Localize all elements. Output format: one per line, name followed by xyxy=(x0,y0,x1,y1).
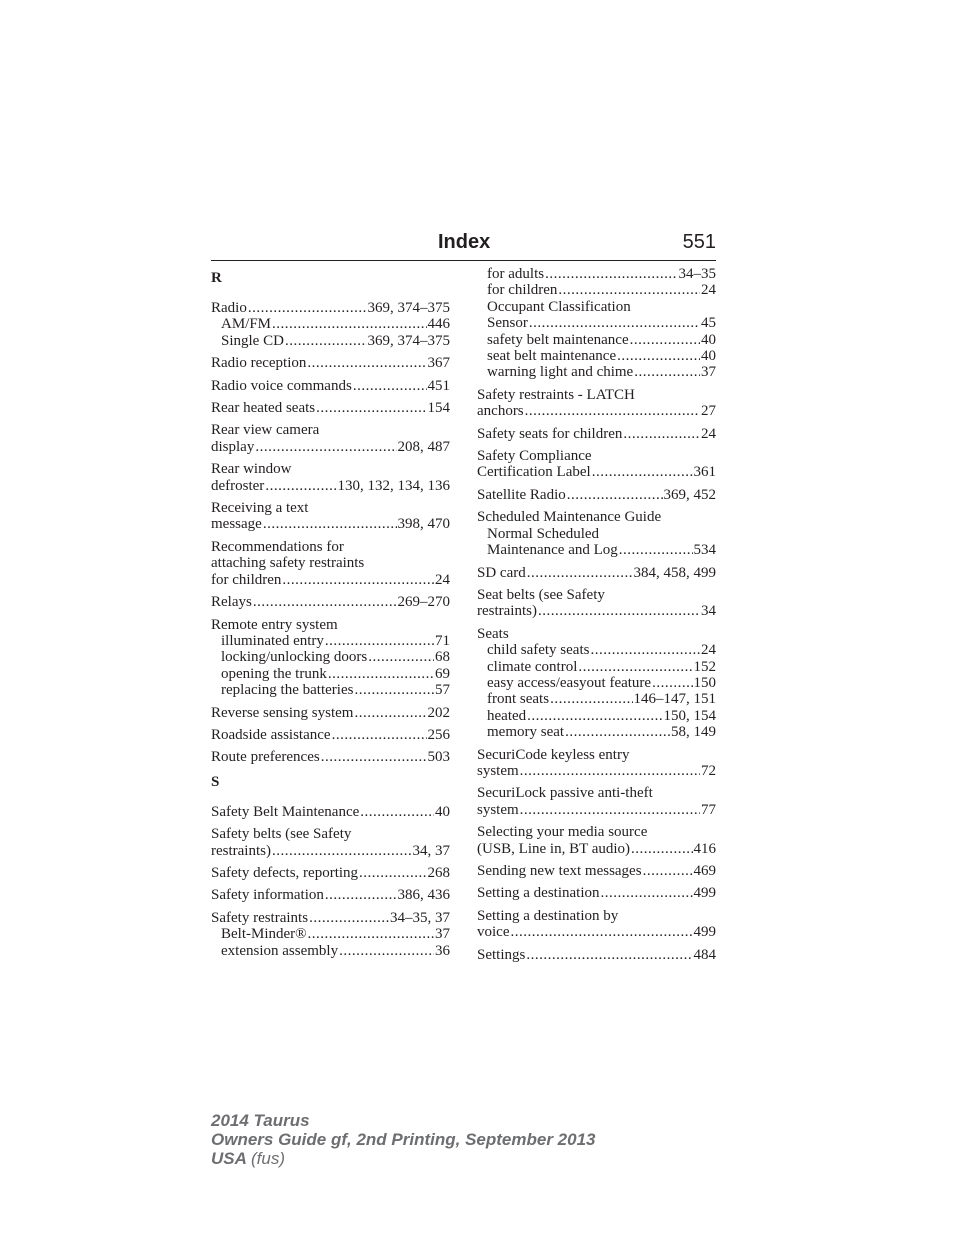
entry-term: Rear heated seats xyxy=(211,400,316,417)
entry-term: Scheduled Maintenance Guide xyxy=(477,509,662,526)
index-subentry-line xyxy=(477,542,716,558)
entry-page-ref: 386, 436 xyxy=(397,887,450,904)
index-entry xyxy=(211,500,450,533)
index-entry xyxy=(211,400,450,416)
entry-page-ref: 369, 374–375 xyxy=(367,300,450,316)
dot-leader xyxy=(525,403,700,419)
entry-term: child safety seats xyxy=(487,642,590,659)
index-entry xyxy=(477,387,716,420)
index-entry-line xyxy=(477,603,716,619)
entry-term: Radio voice commands xyxy=(211,377,352,394)
dot-leader xyxy=(578,659,692,675)
index-entry-line xyxy=(211,843,450,859)
index-subentry-line xyxy=(211,682,450,698)
entry-term: Settings xyxy=(477,946,526,963)
entry-term: opening the trunk xyxy=(221,665,327,682)
index-entry xyxy=(477,824,716,857)
dot-leader xyxy=(643,863,693,879)
index-subentry-line xyxy=(211,316,450,332)
index-entry xyxy=(477,266,716,381)
entry-term: Belt-Minder® xyxy=(221,926,307,943)
index-entry xyxy=(211,617,450,699)
entry-page-ref: 40 xyxy=(701,348,716,365)
entry-term: Safety seats for children xyxy=(477,425,623,442)
index-subentry-line xyxy=(477,299,716,315)
index-subentry-line xyxy=(477,282,716,298)
entry-page-ref: 37 xyxy=(435,926,450,943)
dot-leader xyxy=(623,426,700,442)
entry-term: voice xyxy=(477,924,510,941)
index-entry-line xyxy=(477,802,716,818)
entry-term: locking/unlocking doors xyxy=(221,649,368,666)
entry-page-ref: 34–35, 37 xyxy=(390,909,450,926)
entry-page-ref: 37 xyxy=(701,364,716,381)
dot-leader xyxy=(248,300,367,316)
entry-page-ref: 451 xyxy=(427,377,450,394)
entry-page-ref: 34–35 xyxy=(678,266,716,282)
entry-term: memory seat xyxy=(487,724,565,741)
entry-term: system xyxy=(477,762,519,779)
entry-page-ref: 24 xyxy=(701,642,716,659)
entry-page-ref: 534 xyxy=(693,542,716,559)
dot-leader xyxy=(619,542,693,558)
entry-term: Seat belts (see Safety xyxy=(477,586,605,603)
index-column-left xyxy=(211,266,450,965)
entry-term: Rear view camera xyxy=(211,422,320,439)
entry-page-ref: 24 xyxy=(701,425,716,442)
entry-term: Safety restraints xyxy=(211,909,309,926)
entry-term: anchors xyxy=(477,403,524,420)
index-entry xyxy=(477,747,716,780)
entry-term: for adults xyxy=(487,266,545,282)
entry-term: Roadside assistance xyxy=(211,726,331,743)
index-entry-line xyxy=(477,565,716,581)
entry-term: Occupant Classification xyxy=(487,298,631,315)
entry-page-ref: 446 xyxy=(427,316,450,333)
entry-page-ref: 36 xyxy=(435,942,450,959)
index-entry xyxy=(211,300,450,349)
entry-page-ref: 34 xyxy=(701,603,716,620)
entry-page-ref: 57 xyxy=(435,682,450,699)
entry-page-ref: 416 xyxy=(693,840,716,857)
index-subentry-line xyxy=(477,659,716,675)
index-entry-line xyxy=(211,500,450,516)
entry-page-ref: 146–147, 151 xyxy=(633,691,716,708)
entry-term: warning light and chime xyxy=(487,364,634,381)
dot-leader xyxy=(353,378,427,394)
dot-leader xyxy=(285,333,367,349)
entry-term: seat belt maintenance xyxy=(487,348,617,365)
index-entry-line xyxy=(477,464,716,480)
entry-term: SecuriCode keyless entry xyxy=(477,746,630,763)
entry-page-ref: 361 xyxy=(693,464,716,481)
index-entry-line xyxy=(211,804,450,820)
index-subentry-line xyxy=(477,691,716,707)
index-subentry-line xyxy=(211,943,450,959)
entry-page-ref: 71 xyxy=(435,632,450,649)
index-entry xyxy=(211,355,450,371)
index-entry xyxy=(211,887,450,903)
dot-leader xyxy=(634,364,700,380)
dot-leader xyxy=(592,464,693,480)
index-subentry-line xyxy=(477,315,716,331)
index-subentry-line xyxy=(477,708,716,724)
index-entry-line xyxy=(477,841,716,857)
page-title: Index xyxy=(438,231,491,253)
index-entry xyxy=(477,426,716,442)
dot-leader xyxy=(545,266,677,282)
entry-term: Satellite Radio xyxy=(477,486,566,503)
index-entry-line xyxy=(477,487,716,503)
entry-page-ref: 40 xyxy=(701,331,716,348)
index-entry xyxy=(211,594,450,610)
index-entry xyxy=(211,826,450,859)
entry-page-ref: 499 xyxy=(693,924,716,941)
entry-page-ref: 130, 132, 134, 136 xyxy=(337,477,450,494)
entry-term: AM/FM xyxy=(221,316,272,333)
index-entry xyxy=(477,509,716,558)
index-entry xyxy=(211,865,450,881)
dot-leader xyxy=(520,763,700,779)
index-entry xyxy=(211,910,450,959)
dot-leader xyxy=(630,332,700,348)
index-entry-line xyxy=(211,910,450,926)
dot-leader xyxy=(360,804,434,820)
index-entry-line xyxy=(211,461,450,477)
index-entry xyxy=(211,804,450,820)
entry-page-ref: 208, 487 xyxy=(397,438,450,455)
entry-term: system xyxy=(477,801,519,818)
entry-page-ref: 269–270 xyxy=(397,594,450,611)
index-entry xyxy=(211,749,450,765)
entry-term: Reverse sensing system xyxy=(211,704,354,721)
index-entry xyxy=(477,626,716,741)
entry-page-ref: 27 xyxy=(701,403,716,420)
entry-page-ref: 72 xyxy=(701,762,716,779)
entry-term: Normal Scheduled xyxy=(487,525,600,542)
index-entry-line xyxy=(211,400,450,416)
footer-edition: Owners Guide gf, 2nd Printing, September 2013 xyxy=(211,1130,596,1149)
index-entry xyxy=(477,863,716,879)
index-entry-line xyxy=(477,824,716,840)
index-entry-line xyxy=(211,887,450,903)
footer-region xyxy=(211,1149,595,1168)
entry-term: heated xyxy=(487,707,527,724)
entry-term: restraints) xyxy=(477,603,537,620)
entry-term: illuminated entry xyxy=(221,632,324,649)
index-subentry-line xyxy=(211,333,450,349)
index-subentry-line xyxy=(211,633,450,649)
index-entry-line xyxy=(477,448,716,464)
entry-page-ref: 367 xyxy=(427,355,450,372)
dot-leader xyxy=(307,355,426,371)
entry-page-ref: 484 xyxy=(693,946,716,963)
entry-term: attaching safety restraints xyxy=(211,555,365,572)
entry-page-ref: 150, 154 xyxy=(663,707,716,724)
dot-leader xyxy=(527,708,662,724)
index-subentry-line xyxy=(477,332,716,348)
index-entry xyxy=(477,785,716,818)
entry-page-ref: 154 xyxy=(427,400,450,417)
index-entry-line xyxy=(477,885,716,901)
entry-term: easy access/easyout feature xyxy=(487,674,652,691)
entry-term: safety belt maintenance xyxy=(487,331,629,348)
footer-model: 2014 Taurus xyxy=(211,1111,310,1130)
dot-leader xyxy=(526,947,692,963)
entry-term: Selecting your media source xyxy=(477,824,648,841)
entry-page-ref: 369, 374–375 xyxy=(367,332,450,349)
index-entry-line xyxy=(477,509,716,525)
index-entry-line xyxy=(477,747,716,763)
entry-term: front seats xyxy=(487,691,550,708)
dot-leader xyxy=(565,724,670,740)
index-entry xyxy=(477,908,716,941)
index-entry xyxy=(211,539,450,588)
index-entry-line xyxy=(477,908,716,924)
index-entry-line xyxy=(211,749,450,765)
index-entry xyxy=(477,947,716,963)
entry-term: Sensor xyxy=(487,315,528,332)
index-subentry-line xyxy=(477,642,716,658)
entry-page-ref: 68 xyxy=(435,649,450,666)
index-subentry-line xyxy=(211,926,450,942)
dot-leader xyxy=(600,885,692,901)
footer-region-main: USA xyxy=(211,1149,247,1168)
index-entry xyxy=(211,705,450,721)
index-entry xyxy=(211,461,450,494)
entry-page-ref: 384, 458, 499 xyxy=(633,564,716,581)
index-entry-line xyxy=(477,387,716,403)
entry-term: display xyxy=(211,438,255,455)
entry-term: Remote entry system xyxy=(211,616,338,633)
entry-page-ref: 34, 37 xyxy=(412,842,450,859)
entry-page-ref: 152 xyxy=(693,658,716,675)
index-entry-line xyxy=(211,300,450,316)
entry-term: SD card xyxy=(477,564,526,581)
index-entry-line xyxy=(211,439,450,455)
entry-term: Recommendations for xyxy=(211,538,344,555)
index-entry-line xyxy=(477,426,716,442)
dot-leader xyxy=(325,633,434,649)
index-subentry-line xyxy=(477,675,716,691)
index-entry-line xyxy=(211,539,450,555)
dot-leader xyxy=(316,400,426,416)
index-subentry-line xyxy=(477,266,716,282)
entry-page-ref: 503 xyxy=(427,749,450,766)
index-subentry-line xyxy=(477,724,716,740)
entry-page-ref: 398, 470 xyxy=(397,516,450,533)
dot-leader xyxy=(558,282,700,298)
entry-term: SecuriLock passive anti-theft xyxy=(477,785,653,802)
entry-term: climate control xyxy=(487,658,578,675)
dot-leader xyxy=(255,439,396,455)
entry-page-ref: 369, 452 xyxy=(663,486,716,503)
entry-page-ref: 469 xyxy=(693,863,716,879)
index-entry-line xyxy=(211,826,450,842)
entry-page-ref: 202 xyxy=(427,704,450,721)
dot-leader xyxy=(309,910,389,926)
index-entry xyxy=(211,422,450,455)
page-header xyxy=(211,228,716,261)
entry-term: Sending new text messages xyxy=(477,863,642,879)
dot-leader xyxy=(354,682,434,698)
dot-leader xyxy=(617,348,700,364)
dot-leader xyxy=(527,565,633,581)
index-entry-line xyxy=(477,587,716,603)
entry-term: Setting a destination xyxy=(477,885,600,902)
dot-leader xyxy=(520,802,700,818)
entry-term: restraints) xyxy=(211,842,271,859)
entry-term: Radio xyxy=(211,300,247,316)
entry-term: Maintenance and Log xyxy=(487,542,618,559)
index-entry-line xyxy=(211,478,450,494)
dot-leader xyxy=(332,727,427,743)
index-entry-line xyxy=(477,863,716,879)
dot-leader xyxy=(272,316,426,332)
index-entry-line xyxy=(211,865,450,881)
dot-leader xyxy=(321,749,427,765)
index-entry-line xyxy=(211,378,450,394)
entry-term: Safety information xyxy=(211,887,324,904)
index-entry xyxy=(477,487,716,503)
index-entry-line xyxy=(477,924,716,940)
index-subentry-line xyxy=(477,526,716,542)
dot-leader xyxy=(538,603,700,619)
dot-leader xyxy=(631,841,692,857)
entry-page-ref: 24 xyxy=(435,571,450,588)
dot-leader xyxy=(253,594,397,610)
index-subentry-line xyxy=(477,364,716,380)
entry-term: message xyxy=(211,516,262,533)
entry-term: Receiving a text xyxy=(211,500,309,517)
index-entry-line xyxy=(211,355,450,371)
dot-leader xyxy=(652,675,692,691)
dot-leader xyxy=(272,843,412,859)
dot-leader xyxy=(529,315,700,331)
section-letter: S xyxy=(211,773,220,790)
index-entry-line xyxy=(477,763,716,779)
index-subentry-line xyxy=(211,666,450,682)
entry-page-ref: 24 xyxy=(701,282,716,299)
page-footer xyxy=(211,1111,595,1168)
entry-term: Safety Compliance xyxy=(477,448,592,465)
dot-leader xyxy=(550,691,632,707)
index-entry-line xyxy=(211,594,450,610)
entry-page-ref: 45 xyxy=(701,315,716,332)
dot-leader xyxy=(590,642,700,658)
entry-term: replacing the batteries xyxy=(221,682,354,699)
entry-page-ref: 40 xyxy=(435,803,450,820)
entry-term: defroster xyxy=(211,477,265,494)
section-letter: R xyxy=(211,270,222,286)
dot-leader xyxy=(308,926,434,942)
entry-term: Relays xyxy=(211,594,252,611)
dot-leader xyxy=(263,516,397,532)
entry-page-ref: 150 xyxy=(693,674,716,691)
index-entry-line xyxy=(211,555,450,571)
dot-leader xyxy=(265,478,336,494)
entry-page-ref: 69 xyxy=(435,665,450,682)
index-entry-line xyxy=(211,617,450,633)
index-entry xyxy=(477,587,716,620)
entry-term: Route preferences xyxy=(211,749,320,766)
entry-page-ref: 268 xyxy=(427,864,450,881)
dot-leader xyxy=(567,487,663,503)
index-entry-line xyxy=(477,947,716,963)
entry-term: (USB, Line in, BT audio) xyxy=(477,840,631,857)
index-entry-line xyxy=(211,727,450,743)
index-subentry-line xyxy=(477,348,716,364)
entry-term: Safety belts (see Safety xyxy=(211,826,352,843)
entry-term: for children xyxy=(487,282,558,299)
dot-leader xyxy=(282,572,434,588)
entry-term: Rear window xyxy=(211,461,292,478)
entry-term: Certification Label xyxy=(477,464,591,481)
dot-leader xyxy=(325,887,397,903)
dot-leader xyxy=(359,865,426,881)
dot-leader xyxy=(368,649,434,665)
index-entry-line xyxy=(477,785,716,801)
entry-page-ref: 58, 149 xyxy=(671,724,716,741)
entry-term: Seats xyxy=(477,625,509,642)
index-entry-line xyxy=(211,422,450,438)
index-entry-line xyxy=(477,403,716,419)
dot-leader xyxy=(354,705,426,721)
index-entry xyxy=(211,727,450,743)
index-entry xyxy=(477,448,716,481)
index-entry xyxy=(477,885,716,901)
index-subentry-line xyxy=(211,649,450,665)
entry-page-ref: 77 xyxy=(701,801,716,818)
dot-leader xyxy=(328,666,434,682)
entry-page-ref: 256 xyxy=(427,726,450,743)
index-entry-line xyxy=(211,516,450,532)
entry-term: Setting a destination by xyxy=(477,907,619,924)
index-entry-line xyxy=(211,705,450,721)
entry-term: Safety Belt Maintenance xyxy=(211,803,360,820)
index-column-right xyxy=(477,266,716,969)
page-number: 551 xyxy=(682,231,716,253)
index-entry xyxy=(477,565,716,581)
dot-leader xyxy=(510,924,692,940)
index-entry-line xyxy=(477,626,716,642)
entry-term: Single CD xyxy=(221,332,284,349)
index-entry-line xyxy=(211,572,450,588)
entry-term: Safety defects, reporting xyxy=(211,864,359,881)
entry-term: Radio reception xyxy=(211,355,307,372)
dot-leader xyxy=(339,943,434,959)
entry-term: Safety restraints - LATCH xyxy=(477,386,635,403)
entry-term: extension assembly xyxy=(221,942,339,959)
index-entry xyxy=(211,378,450,394)
entry-page-ref: 499 xyxy=(693,885,716,902)
footer-region-code: (fus) xyxy=(251,1149,285,1168)
entry-term: for children xyxy=(211,571,282,588)
